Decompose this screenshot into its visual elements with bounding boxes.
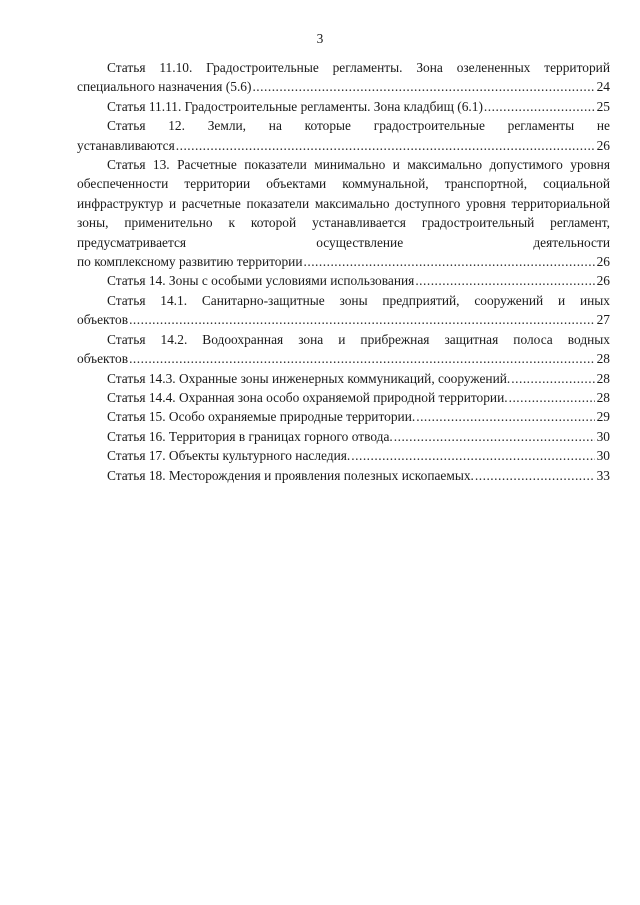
toc-entry[interactable] (77, 407, 610, 426)
toc-entry-text: Статья 13. Расчетные показатели минимально и максимально допустимого уровня обеспеченности территории объектами коммунальной, транспортной, социальной инфраструктур и расчетные показатели максимально доступного уровня территориальной зоны, применительно к которой устанавливается градостроительный регламент, предусматривается осуществление деятельности (77, 157, 610, 250)
toc-entry-title: Статья 17. Объекты культурного наследия. (107, 448, 351, 464)
toc-page-number: 30 (596, 448, 610, 464)
toc-entry-title: Статья 16. Территория в границах горного отвода. (107, 428, 393, 444)
dot-leader (129, 310, 595, 329)
toc-entry[interactable] (77, 155, 610, 271)
dot-leader (351, 446, 594, 465)
toc-entry[interactable] (77, 291, 610, 330)
toc-entry[interactable] (77, 466, 610, 485)
toc-page-number: 27 (596, 312, 610, 328)
page-number: 3 (316, 31, 324, 46)
toc-page-number: 29 (596, 409, 610, 425)
toc-entry-title: Статья 14.3. Охранные зоны инженерных коммуникаций, сооружений. (107, 370, 511, 386)
dot-leader (176, 136, 595, 155)
toc-entry[interactable] (77, 116, 610, 155)
toc-entry-text: Статья 12. Земли, на которые градостроительные регламенты не (107, 118, 610, 134)
dot-leader (484, 97, 595, 116)
toc-entry[interactable] (77, 369, 610, 388)
toc-entry-text: Статья 11.10. Градостроительные регламенты. Зона озелененных территорий (107, 60, 610, 75)
dot-leader (509, 388, 595, 407)
toc-page-number: 24 (596, 79, 610, 95)
toc-entry[interactable] (77, 388, 610, 407)
toc-entry-text: Статья 14.1. Санитарно-защитные зоны предприятий, сооружений и иных (107, 292, 610, 308)
toc-entry-title: Статья 14.4. Охранная зона особо охраняемой природной территории. (107, 389, 508, 405)
dot-leader (416, 407, 594, 426)
toc-entry-title-end: по комплексному развитию территории (77, 254, 303, 270)
toc-page-number: 26 (596, 137, 610, 153)
toc-entry-title-end: объектов (77, 312, 129, 328)
toc-entry-title-end: специального назначения (5.6) (77, 79, 252, 95)
dot-leader (394, 427, 595, 446)
toc-entry[interactable] (77, 446, 610, 465)
dot-leader (415, 271, 594, 290)
toc-page-number: 25 (596, 98, 610, 114)
dot-leader (252, 77, 594, 96)
dot-leader (511, 369, 594, 388)
toc-entry[interactable] (77, 427, 610, 446)
toc-entry-title-end: устанавливаются (77, 137, 175, 153)
table-of-contents (77, 58, 610, 485)
toc-entry-title: Статья 18. Месторождения и проявления полезных ископаемых. (107, 467, 474, 483)
toc-page-number: 28 (596, 351, 610, 367)
toc-entry[interactable] (77, 97, 610, 116)
toc-page-number: 26 (596, 254, 610, 270)
toc-entry[interactable] (77, 330, 610, 369)
toc-page-number: 28 (596, 370, 610, 386)
toc-entry-title-end: объектов (77, 351, 129, 367)
toc-entry-title: Статья 15. Особо охраняемые природные территории. (107, 409, 416, 425)
dot-leader (304, 252, 595, 271)
toc-entry-text: Статья 14.2. Водоохранная зона и прибрежная защитная полоса водных (107, 331, 610, 347)
toc-page-number: 26 (596, 273, 610, 289)
toc-page-number: 28 (596, 389, 610, 405)
toc-entry-title: Статья 11.11. Градостроительные регламенты. Зона кладбищ (6.1) (107, 98, 483, 114)
dot-leader (475, 466, 595, 485)
toc-page-number: 33 (596, 467, 610, 483)
toc-entry-title: Статья 14. Зоны с особыми условиями использования (107, 273, 415, 289)
dot-leader (129, 349, 595, 368)
toc-entry[interactable] (77, 271, 610, 290)
toc-entry[interactable] (77, 58, 610, 97)
toc-page-number: 30 (596, 428, 610, 444)
